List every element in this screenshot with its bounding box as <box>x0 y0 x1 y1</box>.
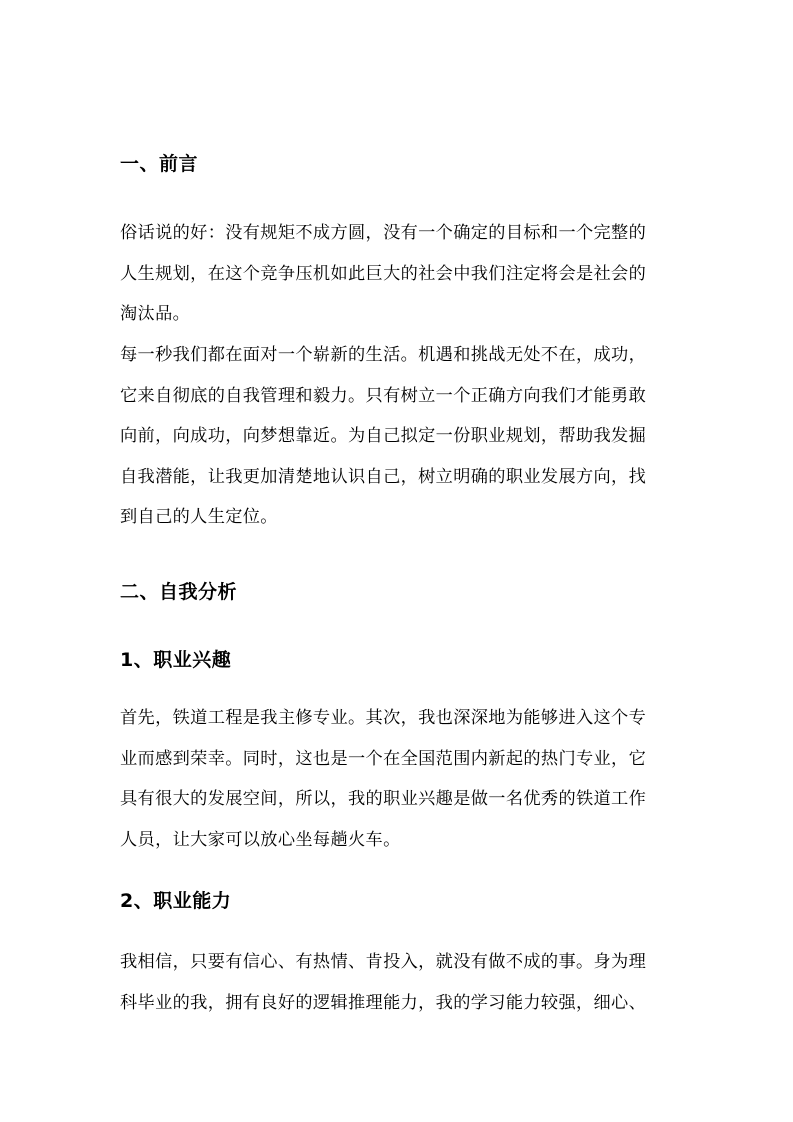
section-heading-preface: 一、前言 <box>120 153 199 175</box>
paragraph-line: 到自己的人生定位。 <box>120 507 278 527</box>
paragraph-line: 向前，向成功，向梦想靠近。为自己拟定一份职业规划，帮助我发掘 <box>120 426 647 446</box>
paragraph-line: 我相信，只要有信心、有热情、肯投入，就没有做不成的事。身为理 <box>120 952 647 972</box>
career-interest-paragraph <box>120 698 676 860</box>
paragraph-line: 首先，铁道工程是我主修专业。其次，我也深深地为能够进入这个专 <box>120 708 647 728</box>
subsection-heading-career-interest: 1、职业兴趣 <box>120 649 232 671</box>
preface-paragraph-2 <box>120 335 676 538</box>
paragraph-line: 具有很大的发展空间，所以，我的职业兴趣是做一名优秀的铁道工作 <box>120 789 647 809</box>
paragraph-line: 人员，让大家可以放心坐每趟火车。 <box>120 829 401 850</box>
paragraph-line: 自我潜能，让我更加清楚地认识自己，树立明确的职业发展方向，找 <box>120 466 647 487</box>
career-ability-paragraph <box>120 942 676 1023</box>
paragraph-line: 淘汰品。 <box>120 304 191 324</box>
paragraph-line: 科毕业的我，拥有良好的逻辑推理能力，我的学习能力较强，细心、 <box>120 992 647 1013</box>
paragraph-line: 俗话说的好：没有规矩不成方圆，没有一个确定的目标和一个完整的 <box>120 223 647 243</box>
paragraph-line: 它来自彻底的自我管理和毅力。只有树立一个正确方向我们才能勇敢 <box>120 385 647 406</box>
section-heading-self-analysis: 二、自我分析 <box>120 581 238 603</box>
subsection-heading-career-ability: 2、职业能力 <box>120 890 232 912</box>
paragraph-line: 人生规划，在这个竞争压机如此巨大的社会中我们注定将会是社会的 <box>120 263 647 284</box>
paragraph-line: 每一秒我们都在面对一个崭新的生活。机遇和挑战无处不在，成功， <box>120 345 647 365</box>
preface-paragraph-1 <box>120 213 676 335</box>
paragraph-line: 业而感到荣幸。同时，这也是一个在全国范围内新起的热门专业，它 <box>120 748 647 769</box>
